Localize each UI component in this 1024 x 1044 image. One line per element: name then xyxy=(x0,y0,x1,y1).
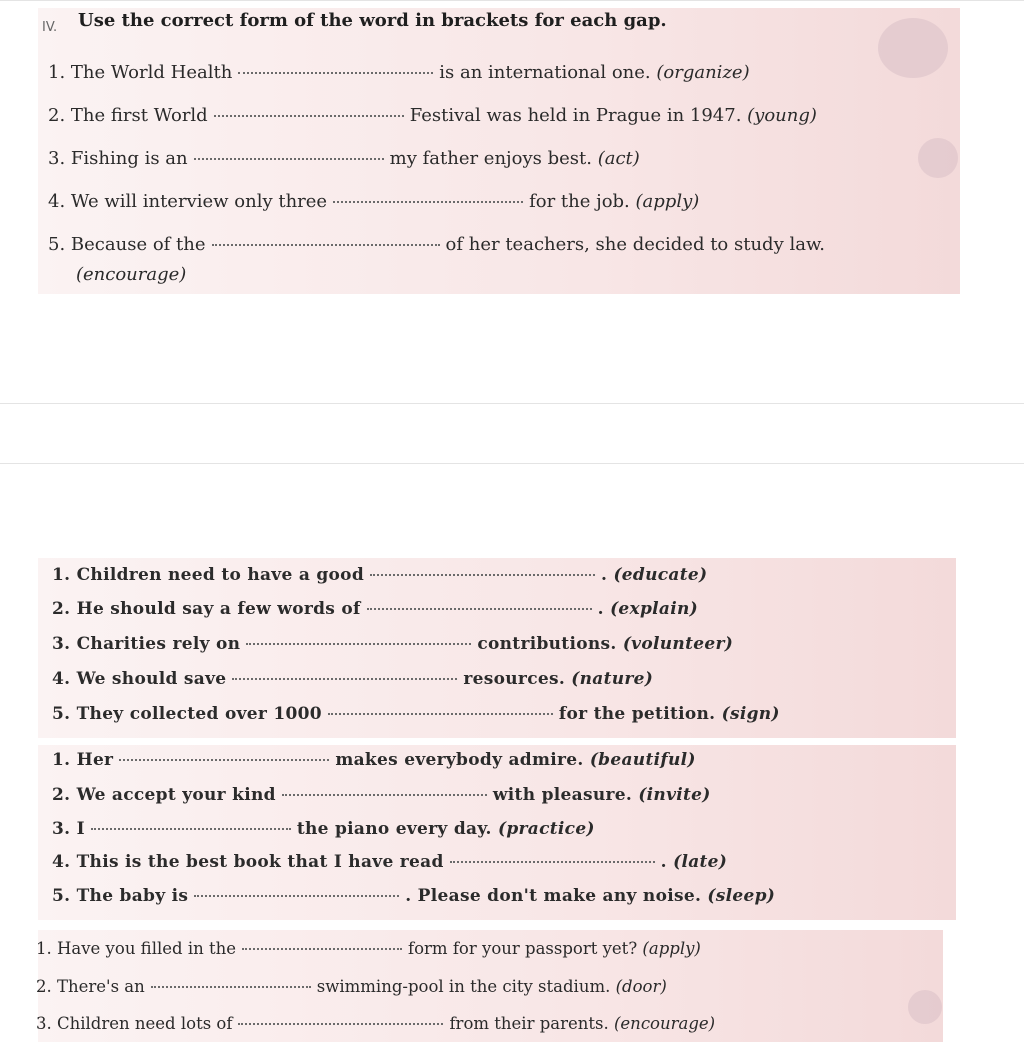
item-text: We will interview only three xyxy=(70,191,328,212)
word-hint: (invite) xyxy=(638,785,711,805)
item-text: . xyxy=(601,565,608,585)
item-number: 5. xyxy=(48,234,66,255)
answer-gap[interactable] xyxy=(282,794,487,796)
answer-gap[interactable] xyxy=(91,828,291,830)
word-hint: (sleep) xyxy=(707,886,776,906)
answer-gap[interactable] xyxy=(328,713,553,715)
word-hint: (beautiful) xyxy=(589,750,696,770)
exercise-line xyxy=(52,819,595,839)
answer-gap[interactable] xyxy=(119,759,329,761)
item-text: resources. xyxy=(463,669,566,689)
word-hint: (young) xyxy=(747,105,817,126)
word-hint: (encourage) xyxy=(76,264,187,285)
item-text: He should say a few words of xyxy=(76,599,361,619)
exercise-line xyxy=(52,704,780,724)
item-number: 5. xyxy=(52,704,71,724)
item-number: 2. xyxy=(52,785,71,805)
word-hint: (explain) xyxy=(610,599,698,619)
item-text: The baby is xyxy=(76,886,189,906)
answer-gap[interactable] xyxy=(194,158,384,160)
item-text: Because of the xyxy=(70,234,206,255)
answer-gap[interactable] xyxy=(246,643,471,645)
answer-gap[interactable] xyxy=(232,678,457,680)
exercise-line xyxy=(52,750,696,770)
word-hint: (door) xyxy=(615,977,667,996)
item-number: 2. xyxy=(48,105,66,126)
exercise-line xyxy=(48,62,750,83)
item-number: 3. xyxy=(48,148,66,169)
answer-gap[interactable] xyxy=(238,72,433,74)
answer-gap[interactable] xyxy=(242,948,402,950)
item-number: 1. xyxy=(36,939,52,958)
answer-gap[interactable] xyxy=(370,574,595,576)
item-number: 1. xyxy=(52,565,71,585)
item-text: Children need lots of xyxy=(57,1014,233,1033)
item-text: from their parents. xyxy=(449,1014,609,1033)
item-text: There's an xyxy=(57,977,145,996)
word-hint: (apply) xyxy=(642,939,701,958)
answer-gap[interactable] xyxy=(151,986,311,988)
item-text: for the job. xyxy=(529,191,630,212)
decorative-flower xyxy=(908,990,942,1024)
answer-gap[interactable] xyxy=(333,201,523,203)
answer-gap[interactable] xyxy=(194,895,399,897)
item-text: This is the best book that I have read xyxy=(76,852,444,872)
exercise-line xyxy=(36,977,667,996)
divider-middle-1 xyxy=(0,403,1024,404)
divider-top xyxy=(0,0,1024,1)
item-text: with pleasure. xyxy=(492,785,633,805)
item-text: The World Health xyxy=(70,62,233,83)
answer-gap[interactable] xyxy=(238,1023,443,1025)
exercise-line xyxy=(52,886,775,906)
exercise-line xyxy=(36,939,701,958)
item-text: makes everybody admire. xyxy=(335,750,584,770)
exercise-line xyxy=(52,785,711,805)
item-number: 2. xyxy=(36,977,52,996)
item-text: . Please don't make any noise. xyxy=(405,886,702,906)
word-hint: (act) xyxy=(597,148,640,169)
item-number: 4. xyxy=(48,191,66,212)
item-number: 1. xyxy=(52,750,71,770)
item-text: Fishing is an xyxy=(70,148,188,169)
item-number: 3. xyxy=(52,819,71,839)
item-text: Charities rely on xyxy=(76,634,241,654)
item-text: is an international one. xyxy=(439,62,651,83)
instruction-heading: Use the correct form of the word in brackets for each gap. xyxy=(78,10,667,31)
item-text: We accept your kind xyxy=(76,785,276,805)
exercise-line xyxy=(52,599,698,619)
item-number: 2. xyxy=(52,599,71,619)
item-number: 4. xyxy=(52,669,71,689)
decorative-flower xyxy=(918,138,958,178)
exercise-line xyxy=(52,852,727,872)
item-text: They collected over 1000 xyxy=(76,704,322,724)
answer-gap[interactable] xyxy=(450,861,655,863)
decorative-flower xyxy=(878,18,948,78)
word-hint: (late) xyxy=(673,852,728,872)
exercise-line xyxy=(52,669,653,689)
item-text: Her xyxy=(76,750,114,770)
exercise-line xyxy=(48,105,817,126)
word-hint: (encourage) xyxy=(613,1014,716,1033)
word-hint: (educate) xyxy=(613,565,708,585)
item-text: swimming-pool in the city stadium. xyxy=(316,977,611,996)
exercise-line xyxy=(48,191,699,212)
item-text: . xyxy=(597,599,604,619)
word-hint: (sign) xyxy=(721,704,780,724)
item-text: We should save xyxy=(76,669,227,689)
item-number: 5. xyxy=(52,886,71,906)
item-text: Festival was held in Prague in 1947. xyxy=(409,105,742,126)
item-text: Children need to have a good xyxy=(76,565,365,585)
item-text: form for your passport yet? xyxy=(408,939,638,958)
exercise-line xyxy=(36,1014,715,1033)
item-text: contributions. xyxy=(477,634,617,654)
word-hint: (apply) xyxy=(635,191,700,212)
exercise-line xyxy=(48,234,825,255)
section-roman-numeral: IV. xyxy=(42,20,58,35)
item-number: 3. xyxy=(36,1014,52,1033)
item-text: of her teachers, she decided to study law. xyxy=(445,234,825,255)
answer-gap[interactable] xyxy=(214,115,404,117)
item-text: The first World xyxy=(70,105,208,126)
answer-gap[interactable] xyxy=(367,608,592,610)
word-hint: (practice) xyxy=(498,819,595,839)
item-text: for the petition. xyxy=(558,704,716,724)
item-number: 4. xyxy=(52,852,71,872)
item-text: Have you filled in the xyxy=(57,939,236,958)
word-hint: (nature) xyxy=(571,669,654,689)
exercise-line xyxy=(52,634,733,654)
item-text: I xyxy=(76,819,85,839)
item-text: my father enjoys best. xyxy=(389,148,592,169)
item-text: the piano every day. xyxy=(296,819,492,839)
answer-gap[interactable] xyxy=(212,244,440,246)
item-number: 3. xyxy=(52,634,71,654)
divider-middle-2 xyxy=(0,463,1024,464)
item-text: . xyxy=(660,852,667,872)
word-hint: (volunteer) xyxy=(622,634,734,654)
item-number: 1. xyxy=(48,62,66,83)
word-hint: (organize) xyxy=(656,62,750,83)
exercise-line xyxy=(48,148,640,169)
exercise-line xyxy=(52,565,707,585)
